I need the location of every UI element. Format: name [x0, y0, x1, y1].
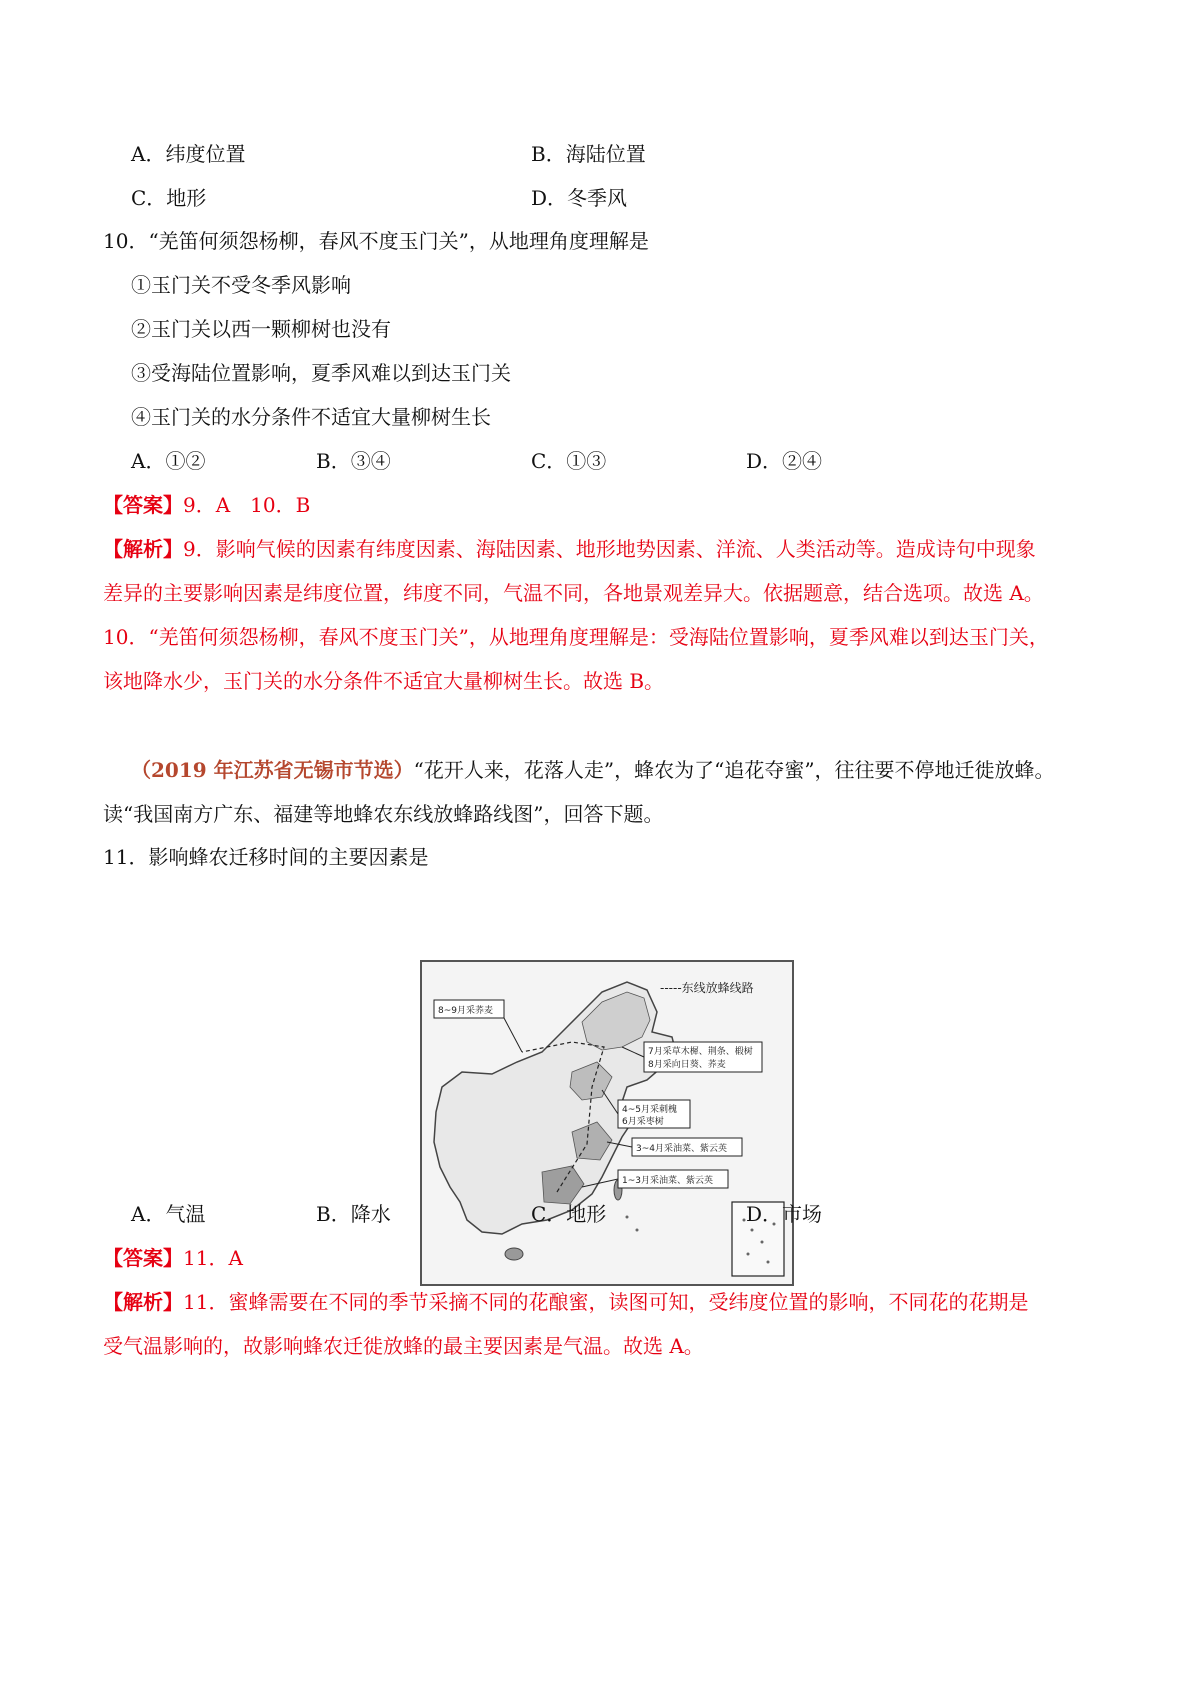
analysis-line-4: 该地降水少，玉门关的水分条件不适宜大量柳树生长。故选 B。 [103, 669, 665, 693]
analysis-tag-2: 【解析】 [103, 1290, 183, 1314]
answer-tag: 【答案】 [103, 493, 183, 517]
q10-statement-4: ④玉门关的水分条件不适宜大量柳树生长 [131, 405, 491, 429]
map-box-text-2: 7月采草木樨、荆条、椴树 [648, 1047, 753, 1057]
analysis-line-3: 10．“羌笛何须怨杨柳，春风不度玉门关”，从地理角度理解是：受海陆位置影响，夏季风难以到达玉门关， [103, 625, 1049, 649]
q9-option-d: D．冬季风 [531, 186, 628, 210]
map-svg [422, 962, 792, 1284]
analysis-text: 9．影响气候的因素有纬度因素、海陆因素、地形地势因素、洋流、人类活动等。造成诗句中现象 [183, 537, 1036, 561]
q10-statement-1: ①玉门关不受冬季风影响 [131, 273, 351, 297]
q9-option-b: B．海陆位置 [531, 142, 646, 166]
map-box-text-3: 8月采向日葵、荞麦 [648, 1060, 726, 1070]
q11-option-b: B．降水 [316, 1202, 391, 1226]
map-box-text-5: 6月采枣树 [622, 1117, 664, 1127]
q9-option-a: A．纬度位置 [131, 142, 246, 166]
q11-option-c: C．地形 [531, 1202, 607, 1226]
q10-stem: 10．“羌笛何须怨杨柳，春风不度玉门关”，从地理角度理解是 [103, 229, 649, 253]
analysis-line-1 [103, 535, 1036, 563]
map-legend: -----东线放蜂线路 [660, 981, 754, 995]
answer-text-2: 11．A [183, 1246, 243, 1270]
q10-statement-2: ②玉门关以西一颗柳树也没有 [131, 317, 391, 341]
analysis2-text: 11．蜜蜂需要在不同的季节采摘不同的花酿蜜，读图可知，受纬度位置的影响，不同花的花期是 [183, 1290, 1029, 1314]
q11-stem: 11．影响蜂农迁移时间的主要因素是 [103, 845, 429, 869]
q11-option-d: D．市场 [746, 1202, 823, 1226]
answer-tag-2: 【答案】 [103, 1246, 183, 1270]
q10-option-c: C．①③ [531, 449, 607, 473]
answer-block-2 [103, 1244, 243, 1272]
analysis2-line-2: 受气温影响的，故影响蜂农迁徙放蜂的最主要因素是气温。故选 A。 [103, 1334, 704, 1358]
intro-line-2: 读“我国南方广东、福建等地蜂农东线放蜂路线图”，回答下题。 [103, 802, 664, 826]
q10-option-d: D．②④ [746, 449, 823, 473]
hainan-island [505, 1248, 523, 1260]
analysis-tag: 【解析】 [103, 537, 183, 561]
analysis-line-2: 差异的主要影响因素是纬度位置，纬度不同，气温不同，各地景观差异大。依据题意，结合选项。故选 A。 [103, 581, 1044, 605]
answer-text: 9．A 10．B [183, 493, 311, 517]
q11-option-a: A．气温 [131, 1202, 206, 1226]
map-box-text-4: 4~5月采刺槐 [622, 1105, 677, 1115]
map-box-text-6: 3~4月采油菜、紫云英 [636, 1144, 727, 1154]
bee-route-map [420, 960, 794, 1286]
analysis2-line-1 [103, 1288, 1028, 1316]
q10-statement-3: ③受海陆位置影响，夏季风难以到达玉门关 [131, 361, 511, 385]
map-box-text-7: 1~3月采油菜、紫云英 [622, 1176, 713, 1186]
intro-line-1 [131, 756, 1055, 784]
answer-block-1 [103, 491, 310, 519]
intro-text: “花开人来，花落人走”，蜂农为了“追花夺蜜”，往往要不停地迁徙放蜂。 [413, 758, 1055, 782]
q9-option-c: C．地形 [131, 186, 207, 210]
q10-option-a: A．①② [131, 449, 206, 473]
source-label: （2019 年江苏省无锡市节选） [131, 758, 414, 782]
map-box-text-1: 8~9月采荞麦 [438, 1006, 493, 1016]
q10-option-b: B．③④ [316, 449, 391, 473]
